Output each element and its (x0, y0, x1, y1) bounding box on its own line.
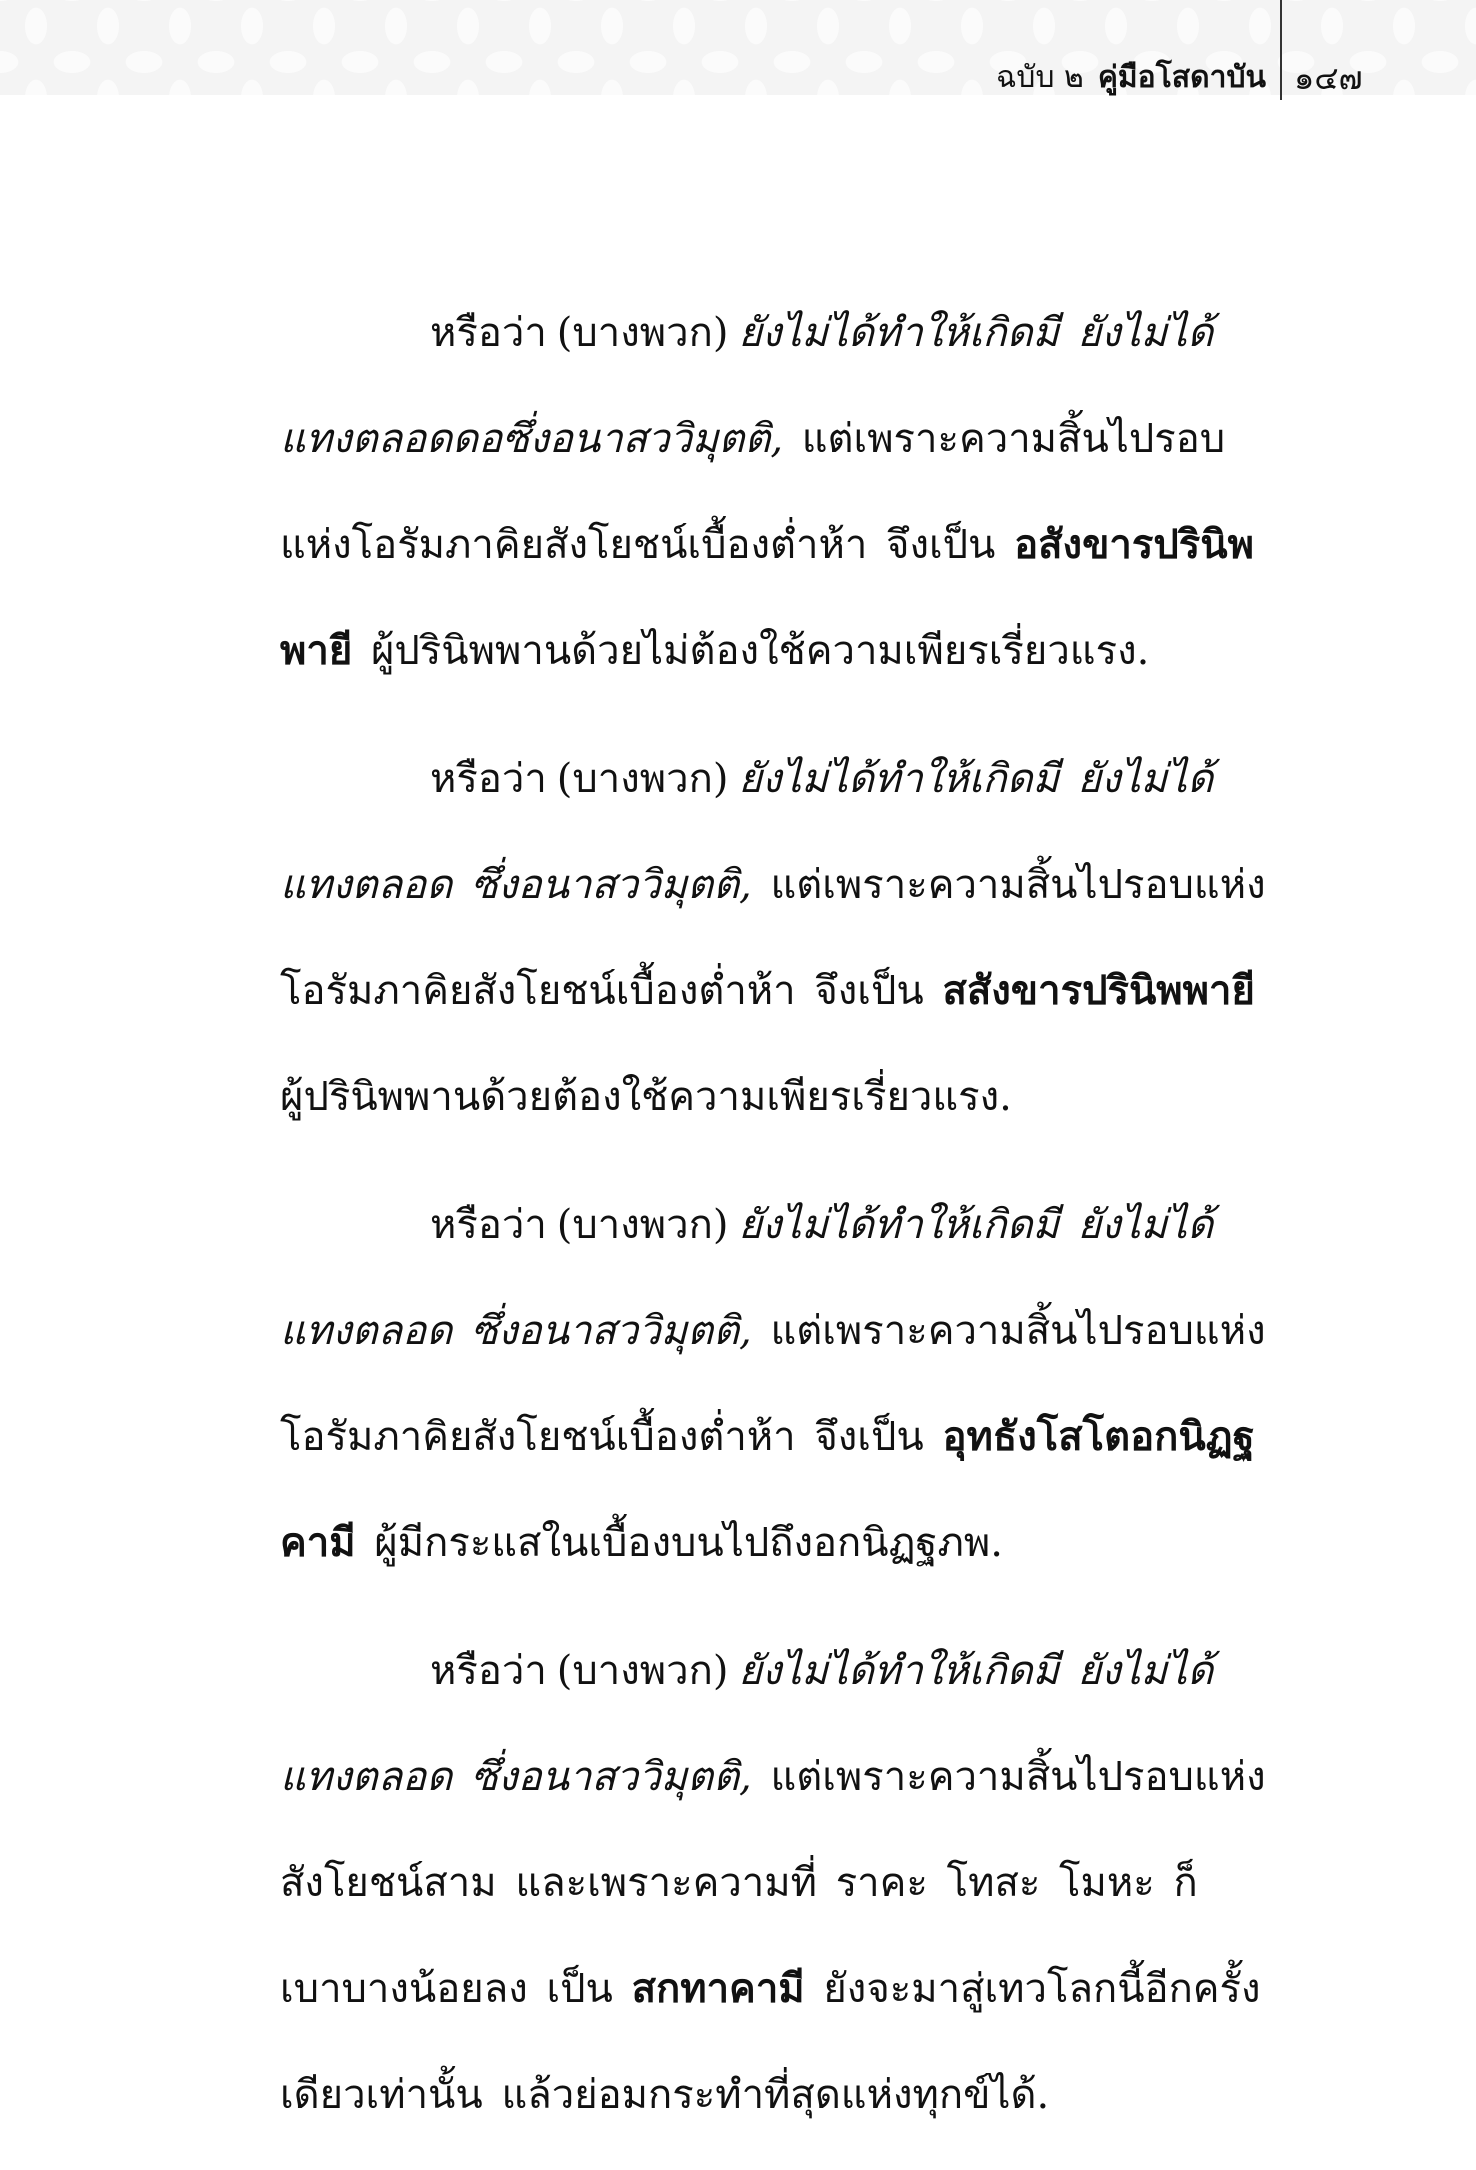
paragraph-bold-term: อุทธังโสโตอกนิฏฐคามี (280, 1413, 1255, 1566)
paragraph-4 (280, 1618, 1280, 2148)
paragraph-text: แต่เพราะความสิ้นไปรอบแห่งสังโยชน์สาม และเพราะความที่ ราคะ โทสะ โมหะ ก็เบาบางน้อยลง เป็น (280, 1754, 1266, 2012)
paragraph-lead: หรือว่า (430, 1202, 547, 1248)
paragraph-text: แต่เพราะความสิ้นไปรอบแห่งโอรัมภาคิยสังโยชน์เบื้องต่ำห้า จึงเป็น (280, 862, 1266, 1014)
paragraph-lead: หรือว่า (430, 1648, 547, 1694)
paragraph-italic: ยังไม่ได้ทำให้เกิดมี ยังไม่ได้แทงตลอด ซึ่งอนาสววิมุตติ, (280, 1202, 1214, 1354)
paragraph-text: แต่เพราะความสิ้นไปรอบแห่งโอรัมภาคิยสังโยชน์เบื้องต่ำห้า จึงเป็น (280, 1308, 1266, 1460)
paragraph-3 (280, 1172, 1280, 1596)
paragraph-text-end: ผู้มีกระแสในเบื้องบนไปถึงอกนิฏฐภพ. (355, 1520, 1003, 1566)
paragraph-bold-term: สสังขารปรินิพพายี (942, 967, 1255, 1014)
paragraph-bold-term: สกทาคามี (631, 1965, 805, 2012)
chapter-label: ฉบับ ๒ (995, 60, 1084, 95)
paragraph-italic: ยังไม่ได้ทำให้เกิดมี ยังไม่ได้แทงตลอด ซึ่งอนาสววิมุตติ, (280, 756, 1214, 908)
paragraph-italic: ยังไม่ได้ทำให้เกิดมี ยังไม่ได้แทงตลอด ซึ่งอนาสววิมุตติ, (280, 1648, 1214, 1800)
header-divider (1280, 0, 1282, 100)
running-head (996, 58, 1266, 98)
page-number: ๑๔๗ (1294, 59, 1363, 97)
book-title: คู่มือโสดาบัน (1097, 60, 1266, 95)
paragraph-lead: หรือว่า (430, 310, 547, 356)
paragraph-text: แต่เพราะความสิ้นไปรอบแห่งโอรัมภาคิยสังโยชน์เบื้องต่ำห้า จึงเป็น (280, 416, 1226, 568)
paragraph-bold-term: อสังขารปรินิพพายี (280, 521, 1254, 674)
body-text (280, 280, 1280, 2170)
paragraph-paren: (บางพวก) (556, 756, 729, 802)
paragraph-lead: หรือว่า (430, 756, 547, 802)
paragraph-1 (280, 280, 1280, 704)
paragraph-paren: (บางพวก) (556, 1648, 729, 1694)
paragraph-text-end: ผู้ปรินิพพานด้วยต้องใช้ความเพียรเรี่ยวแรง. (280, 1074, 1012, 1120)
paragraph-text-end: ยังจะมาสู่เทวโลกนี้อีกครั้งเดียวเท่านั้น แล้วย่อมกระทำที่สุดแห่งทุกข์ได้. (280, 1966, 1261, 2118)
paragraph-paren: (บางพวก) (556, 1202, 729, 1248)
paragraph-paren: (บางพวก) (556, 310, 729, 356)
paragraph-text-end: ผู้ปรินิพพานด้วยไม่ต้องใช้ความเพียรเรี่ยวแรง. (352, 628, 1150, 674)
paragraph-italic: ยังไม่ได้ทำให้เกิดมี ยังไม่ได้แทงตลอดดอซึ่งอนาสววิมุตติ, (280, 310, 1214, 462)
paragraph-2 (280, 726, 1280, 1150)
